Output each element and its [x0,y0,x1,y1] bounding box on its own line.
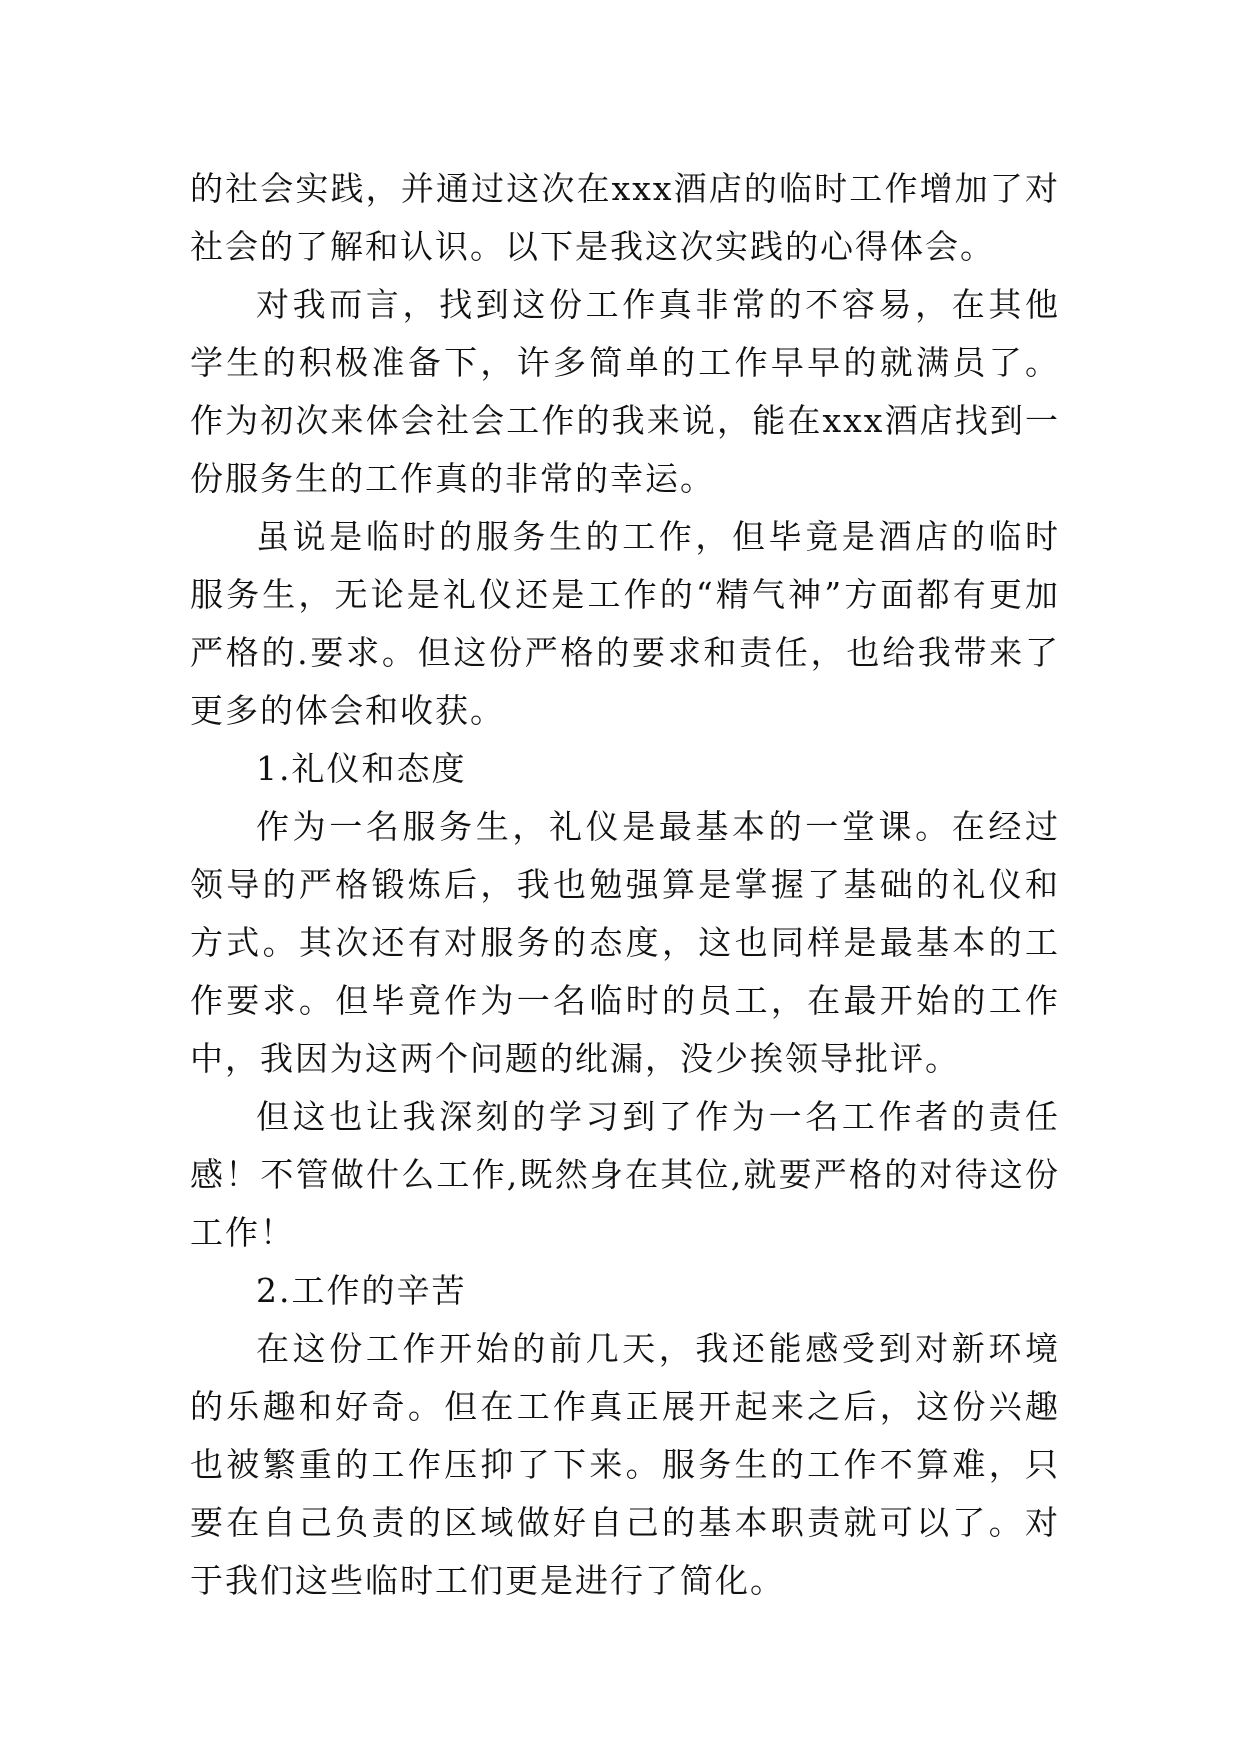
document-body [190,160,1060,1610]
paragraph-continuation: 的社会实践，并通过这次在xxx酒店的临时工作增加了对社会的了解和认识。以下是我这次实践的心得体会。 [190,169,1060,266]
paragraph-strict-requirements: 虽说是临时的服务生的工作，但毕竟是酒店的临时服务生，无论是礼仪还是工作的“精气神”方面都有更加严格的.要求。但这份严格的要求和责任，也给我带来了更多的体会和收获。 [190,517,1060,730]
section-heading-hardship: 2.工作的辛苦 [256,1271,467,1310]
paragraph-etiquette: 作为一名服务生，礼仪是最基本的一堂课。在经过领导的严格锻炼后，我也勉强算是掌握了基础的礼仪和方式。其次还有对服务的态度，这也同样是最基本的工作要求。但毕竟作为一名临时的员工，在最开始的工作中，我因为这两个问题的纰漏，没少挨领导批评。 [190,807,1060,1078]
section-heading-etiquette: 1.礼仪和态度 [256,749,467,788]
paragraph-responsibility: 但这也让我深刻的学习到了作为一名工作者的责任感！不管做什么工作,既然身在其位,就要严格的对待这份工作！ [190,1097,1060,1252]
paragraph-finding-job: 对我而言，找到这份工作真非常的不容易，在其他学生的积极准备下，许多简单的工作早早的就满员了。作为初次来体会社会工作的我来说，能在xxx酒店找到一份服务生的工作真的非常的幸运。 [190,285,1060,498]
paragraph-hardship: 在这份工作开始的前几天，我还能感受到对新环境的乐趣和好奇。但在工作真正展开起来之后，这份兴趣也被繁重的工作压抑了下来。服务生的工作不算难，只要在自己负责的区域做好自己的基本职责就可以了。对于我们这些临时工们更是进行了简化。 [190,1329,1060,1600]
